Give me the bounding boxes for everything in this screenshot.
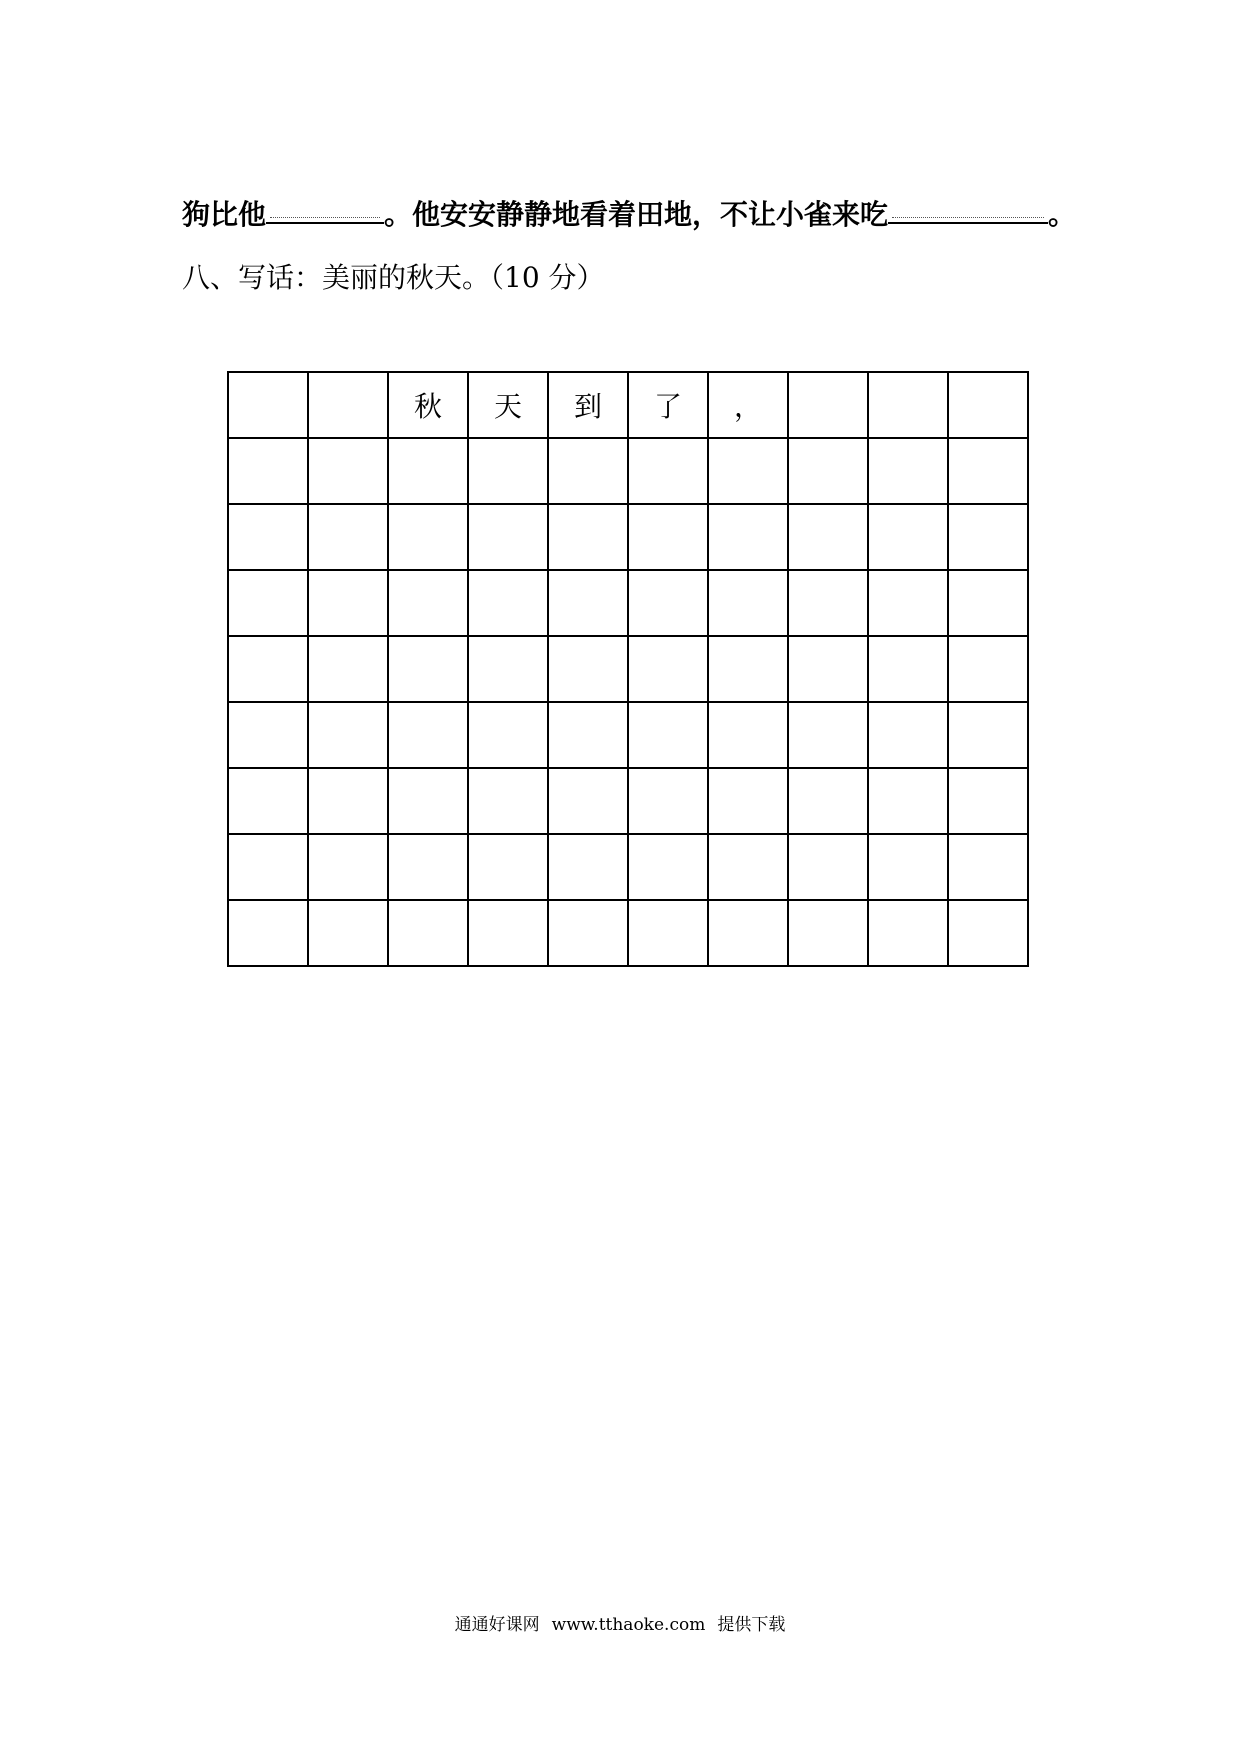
grid-cell[interactable]	[388, 702, 468, 768]
grid-cell[interactable]	[868, 570, 948, 636]
grid-cell[interactable]	[308, 438, 388, 504]
grid-cell[interactable]	[708, 504, 788, 570]
grid-cell[interactable]	[308, 768, 388, 834]
grid-cell[interactable]	[628, 702, 708, 768]
grid-cell[interactable]	[388, 834, 468, 900]
grid-cell[interactable]	[628, 834, 708, 900]
grid-cell[interactable]	[868, 438, 948, 504]
grid-cell[interactable]	[628, 768, 708, 834]
grid-cell[interactable]	[388, 900, 468, 966]
grid-cell[interactable]	[788, 900, 868, 966]
grid-cell[interactable]	[308, 372, 388, 438]
question-7-sentence	[182, 190, 1076, 235]
grid-cell[interactable]	[948, 438, 1028, 504]
grid-cell[interactable]	[708, 636, 788, 702]
sentence-part-3: 。	[1048, 198, 1077, 231]
grid-cell[interactable]	[708, 900, 788, 966]
sentence-part-1: 狗比他	[182, 198, 267, 231]
grid-cell[interactable]	[388, 438, 468, 504]
grid-cell[interactable]	[388, 768, 468, 834]
grid-cell[interactable]	[948, 372, 1028, 438]
answer-blank-2[interactable]	[888, 190, 1048, 224]
grid-cell[interactable]	[228, 438, 308, 504]
question-8-heading: 八、写话：美丽的秋天。（10 分）	[182, 261, 605, 294]
grid-cell[interactable]	[788, 768, 868, 834]
footer-url: www.tthaoke.com	[551, 1615, 706, 1635]
grid-cell[interactable]	[548, 768, 628, 834]
grid-cell[interactable]	[228, 834, 308, 900]
grid-cell[interactable]	[228, 768, 308, 834]
grid-cell[interactable]	[788, 834, 868, 900]
grid-cell[interactable]	[948, 900, 1028, 966]
grid-cell[interactable]	[468, 768, 548, 834]
grid-cell[interactable]	[468, 702, 548, 768]
grid-cell[interactable]	[548, 504, 628, 570]
grid-cell[interactable]	[948, 702, 1028, 768]
grid-cell[interactable]	[628, 504, 708, 570]
grid-cell[interactable]: 秋	[388, 372, 468, 438]
grid-cell[interactable]	[868, 702, 948, 768]
footer-suffix: 提供下载	[717, 1615, 786, 1635]
grid-cell[interactable]	[548, 900, 628, 966]
grid-cell[interactable]	[548, 570, 628, 636]
grid-row	[228, 768, 1028, 834]
grid-cell[interactable]	[788, 702, 868, 768]
grid-cell[interactable]	[788, 570, 868, 636]
page-footer	[0, 1610, 1240, 1635]
grid-cell[interactable]: 到	[548, 372, 628, 438]
grid-cell[interactable]	[628, 900, 708, 966]
grid-cell[interactable]	[308, 834, 388, 900]
grid-cell[interactable]	[468, 438, 548, 504]
grid-cell[interactable]: 天	[468, 372, 548, 438]
grid-cell[interactable]	[388, 504, 468, 570]
grid-cell[interactable]	[308, 900, 388, 966]
grid-cell[interactable]	[548, 438, 628, 504]
grid-cell[interactable]	[868, 636, 948, 702]
grid-row	[228, 834, 1028, 900]
grid-cell[interactable]	[708, 702, 788, 768]
footer-site-name: 通通好课网	[454, 1615, 540, 1635]
grid-cell[interactable]	[228, 504, 308, 570]
grid-cell[interactable]	[868, 372, 948, 438]
grid-cell[interactable]	[468, 636, 548, 702]
grid-cell[interactable]	[788, 438, 868, 504]
grid-cell[interactable]	[468, 900, 548, 966]
grid-cell[interactable]	[388, 636, 468, 702]
grid-cell[interactable]	[308, 570, 388, 636]
grid-cell[interactable]	[228, 702, 308, 768]
grid-cell[interactable]	[388, 570, 468, 636]
grid-row	[228, 504, 1028, 570]
grid-cell[interactable]	[708, 768, 788, 834]
grid-row	[228, 438, 1028, 504]
grid-cell[interactable]	[548, 636, 628, 702]
grid-cell[interactable]	[868, 900, 948, 966]
grid-row	[228, 702, 1028, 768]
grid-row	[228, 372, 1028, 438]
grid-cell[interactable]: 了	[628, 372, 708, 438]
grid-cell[interactable]	[948, 834, 1028, 900]
grid-cell[interactable]: ，	[708, 372, 788, 438]
answer-blank-1[interactable]	[266, 190, 384, 224]
grid-cell[interactable]	[868, 834, 948, 900]
grid-cell[interactable]	[708, 834, 788, 900]
sentence-part-2: 。他安安静静地看着田地，不让小雀来吃	[384, 198, 889, 231]
grid-cell[interactable]	[228, 900, 308, 966]
grid-cell[interactable]	[548, 702, 628, 768]
grid-cell[interactable]	[948, 636, 1028, 702]
grid-cell[interactable]	[468, 570, 548, 636]
grid-cell[interactable]	[628, 438, 708, 504]
grid-cell[interactable]	[308, 636, 388, 702]
grid-cell[interactable]	[868, 504, 948, 570]
grid-cell[interactable]	[708, 570, 788, 636]
grid-cell[interactable]	[628, 570, 708, 636]
grid-cell[interactable]	[308, 504, 388, 570]
grid-cell[interactable]	[788, 504, 868, 570]
grid-cell[interactable]	[788, 372, 868, 438]
grid-row	[228, 570, 1028, 636]
grid-cell[interactable]	[548, 834, 628, 900]
grid-row	[228, 900, 1028, 966]
grid-cell[interactable]	[868, 768, 948, 834]
grid-cell[interactable]	[468, 504, 548, 570]
grid-cell[interactable]	[788, 636, 868, 702]
grid-cell[interactable]	[948, 504, 1028, 570]
grid-cell[interactable]	[228, 636, 308, 702]
grid-cell[interactable]	[308, 702, 388, 768]
grid-row	[228, 636, 1028, 702]
grid-cell[interactable]	[228, 372, 308, 438]
grid-cell[interactable]	[708, 438, 788, 504]
grid-cell[interactable]	[948, 768, 1028, 834]
grid-cell[interactable]	[468, 834, 548, 900]
grid-cell[interactable]	[228, 570, 308, 636]
grid-cell[interactable]	[948, 570, 1028, 636]
writing-grid	[227, 371, 1029, 967]
grid-cell[interactable]	[628, 636, 708, 702]
